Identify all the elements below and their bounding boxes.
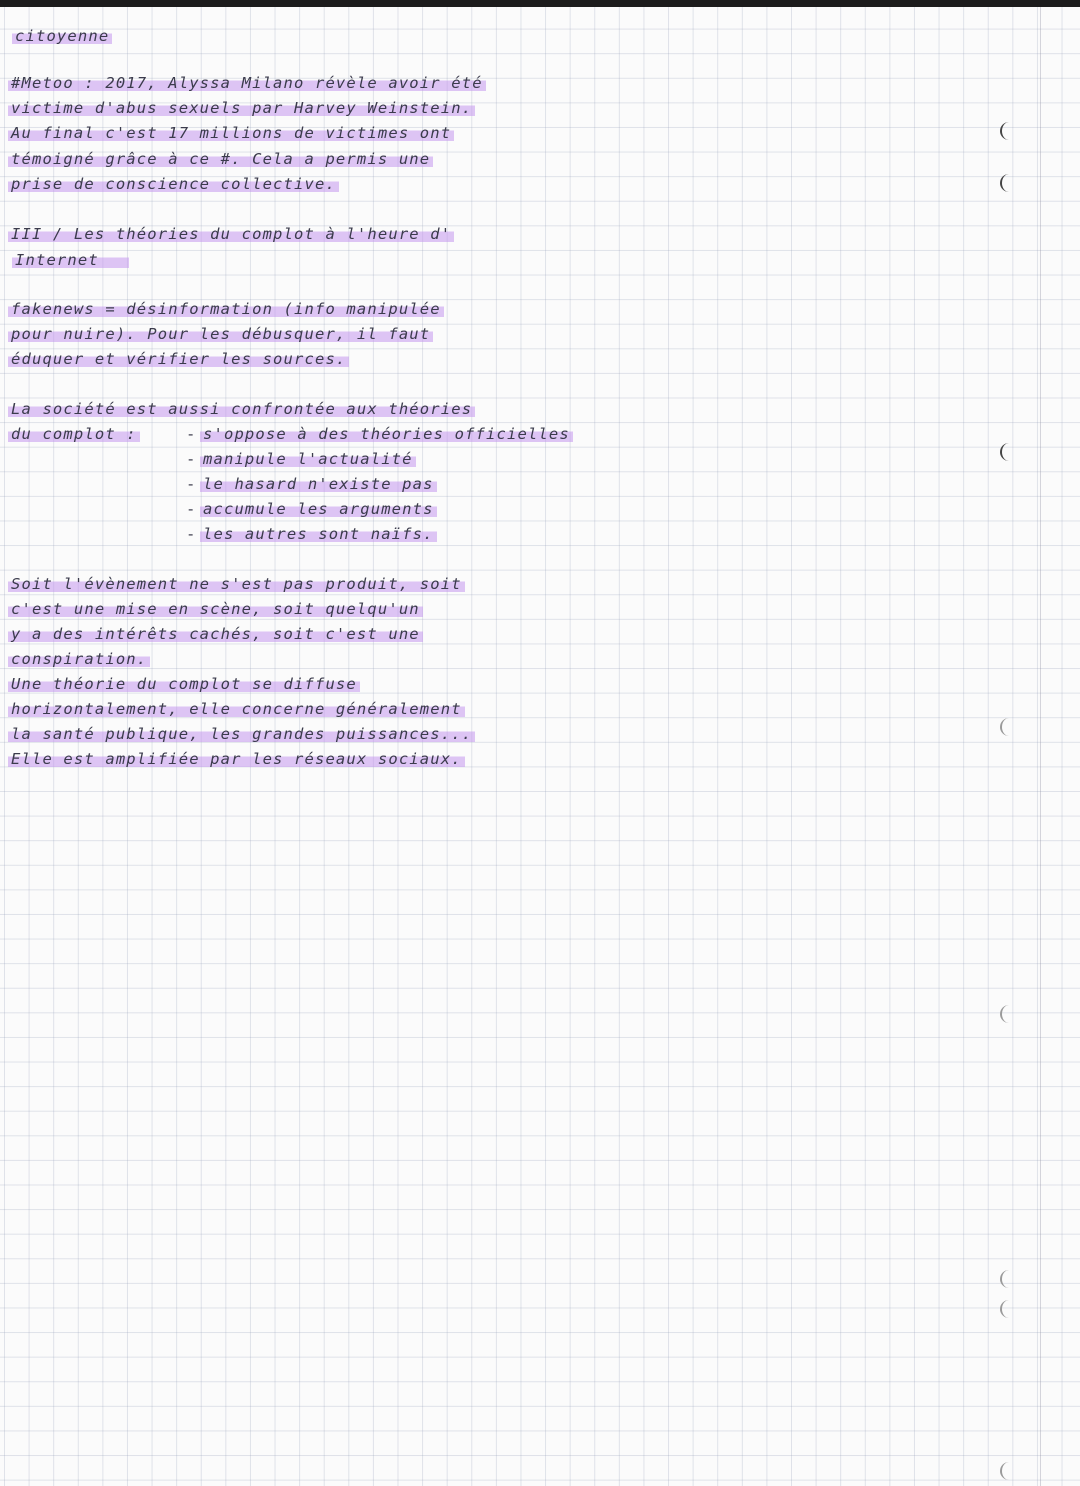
metoo-line-4: témoigné grâce à ce #. Cela a permis une [8,150,433,168]
soit-line-1: Soit l'évènement ne s'est pas produit, soit [8,575,465,593]
complot-trait-1: s'oppose à des théories officielles [200,425,573,443]
note-line [8,298,444,320]
complot-trait-3: le hasard n'existe pas [200,475,437,493]
note-line [8,423,140,445]
complot-trait-4: accumule les arguments [200,500,437,518]
note-line [8,698,465,720]
soit-line-4: conspiration. [8,650,150,668]
note-line [8,122,454,144]
note-line [8,173,339,195]
note-line [8,623,423,645]
list-dash: - [186,500,196,518]
soit-line-3: y a des intérêts cachés, soit c'est une [8,625,423,643]
list-dash: - [186,425,196,443]
note-line [8,148,433,170]
complot-trait-5: les autres sont naïfs. [200,525,437,543]
note-line [8,323,433,345]
diffusion-line-2: horizontalement, elle concerne généralement [8,700,465,718]
note-line [8,398,475,420]
note-line [8,573,465,595]
heading-top: citoyenne [12,27,112,45]
note-line [8,673,360,695]
societe-line-1: La société est aussi confrontée aux théories [8,400,475,418]
note-line [8,223,454,245]
note-line [8,97,475,119]
list-item [200,423,573,445]
soit-line-2: c'est une mise en scène, soit quelqu'un [8,600,423,618]
list-item [200,523,437,545]
metoo-line-2: victime d'abus sexuels par Harvey Weinstein. [8,99,475,117]
metoo-line-1: #Metoo : 2017, Alyssa Milano révèle avoir été [8,74,486,92]
note-line [8,348,349,370]
societe-lead: du complot : [8,425,140,443]
metoo-line-3: Au final c'est 17 millions de victimes ont [8,124,454,142]
metoo-line-5: prise de conscience collective. [8,175,339,193]
list-item [200,473,437,495]
fakenews-line-2: pour nuire). Pour les débusquer, il faut [8,325,433,343]
note-line [12,25,112,47]
note-line [8,598,423,620]
diffusion-line-1: Une théorie du complot se diffuse [8,675,360,693]
note-line [8,723,475,745]
section-title-line-1: III / Les théories du complot à l'heure d' [8,225,454,243]
section-title-line-2: Internet [12,251,129,269]
list-item [200,448,416,470]
list-item [200,498,437,520]
diffusion-line-4: Elle est amplifiée par les réseaux sociaux. [8,750,465,768]
complot-trait-2: manipule l'actualité [200,450,416,468]
note-line [8,748,465,770]
note-line [12,249,129,271]
note-line [8,72,486,94]
list-dash: - [186,450,196,468]
list-dash: - [186,525,196,543]
fakenews-line-3: éduquer et vérifier les sources. [8,350,349,368]
list-dash: - [186,475,196,493]
note-line [8,648,150,670]
fakenews-line-1: fakenews = désinformation (info manipulée [8,300,444,318]
diffusion-line-3: la santé publique, les grandes puissances... [8,725,475,743]
